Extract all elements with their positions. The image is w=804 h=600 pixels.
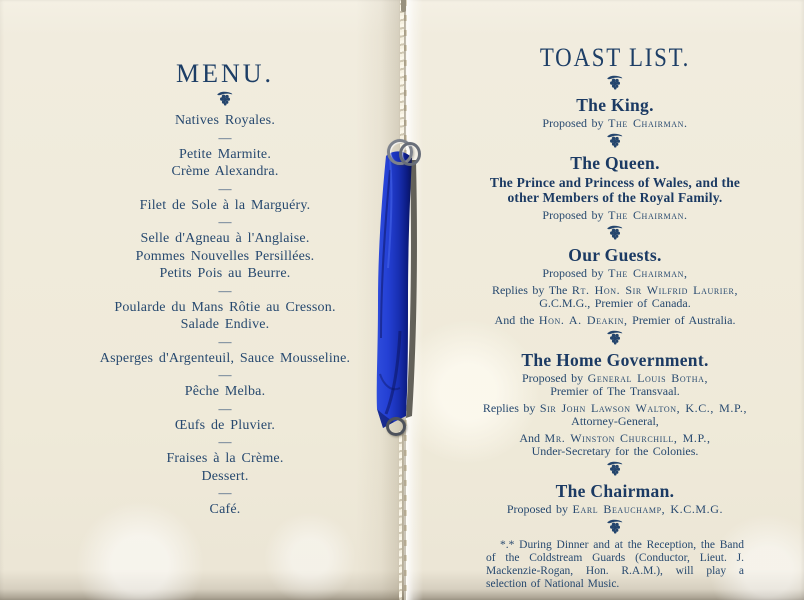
menu-dish: Poularde du Mans Rôtie au Cresson. [114,299,336,315]
toast-list-title: TOAST LIST. [539,43,691,72]
text-segment: The Chairman, [608,266,688,280]
binding-ring-icon [399,142,421,166]
text-segment: General Louis Botha, [587,371,709,385]
menu-divider: — [218,367,232,382]
text-segment: And the [494,313,539,327]
text-segment: Sir John Lawson Walton, K.C., M.P., [539,401,748,415]
text-segment: Earl Beauchamp, K.C.M.G. [572,502,724,516]
grape-fleuron-icon [435,132,795,148]
menu-dish: Fraises à la Crème. [166,451,284,466]
text-segment: G.C.M.G., Premier of Canada. [539,296,691,310]
toast-page [435,0,795,591]
toast-section-list [435,96,795,534]
toast-heading: The Chairman. [555,481,675,501]
menu-divider: — [218,180,232,196]
menu-divider: — [218,333,232,349]
binding-thread-bottom [399,431,402,600]
text-segment: Attorney-General, [571,414,659,428]
menu-dish: Dessert. [201,468,249,484]
menu-divider: — [218,214,232,229]
toast-section [435,351,795,458]
toast-heading: The Queen. [570,153,660,173]
text-segment: Replies by The [491,283,572,297]
text-segment: Replies by [482,401,540,415]
grape-fleuron-icon [45,90,405,106]
menu-dish: Asperges d'Argenteuil, Sauce Mousseline. [99,350,351,366]
toast-heading: The Home Government. [521,350,709,370]
binding-ring-icon [386,417,406,436]
grape-fleuron-icon [435,460,795,476]
asterism-mark: *.* [500,539,515,551]
text-segment: The Chairman. [608,116,688,130]
footnote-text: During Dinner and at the Reception, the Band of the Coldstream Guards (Conductor, Lieut. J. Mackenzie-Rogan, Hon. R.A.M.), will play a selection of National Music. [486,539,744,590]
toast-section [435,154,795,222]
menu-divider: — [218,282,232,298]
toast-line [435,385,795,398]
menu-dish: Filet de Sole à la Marguéry. [139,197,311,213]
menu-title: MENU. [175,59,275,88]
toast-line [435,297,795,310]
text-segment: And [519,431,545,445]
toast-subheading: other Members of the Royal Family. [507,190,723,205]
menu-dish: Pêche Melba. [184,384,266,399]
toast-subheading: The Prince and Princess of Wales, and the [489,175,741,190]
toast-heading: The King. [576,95,654,115]
text-segment: The Chairman. [608,208,688,222]
menu-divider: — [218,485,232,500]
text-segment: Proposed by [521,371,588,385]
band-footnote [486,539,744,591]
menu-divider: — [218,434,232,449]
text-segment: Premier of The Transvaal. [550,384,680,398]
toast-section [435,482,795,516]
text-segment: Proposed by [542,266,609,280]
text-segment: Under-Secretary for the Colonies. [531,444,699,458]
text-segment: Rt. Hon. Sir Wilfrid Laurier, [571,283,739,297]
toast-line [435,117,795,130]
menu-divider: — [218,400,232,416]
toast-heading: Our Guests. [568,245,662,265]
text-segment: Premier of Australia. [627,313,736,327]
blue-ribbon [350,126,440,446]
menu-dish: Café. [209,502,241,517]
text-segment: Proposed by [542,208,609,222]
text-segment: Hon. A. Deakin, [538,313,628,327]
fold-top-notch [401,0,406,12]
grape-fleuron-icon [435,518,795,534]
text-segment: Proposed by [506,502,573,516]
menu-dish: Natives Royales. [174,113,276,128]
menu-dish: Petite Marmite. [178,146,272,162]
menu-dish: Crème Alexandra. [171,164,279,179]
toast-line [435,267,795,280]
toast-line [435,415,795,428]
menu-dish: Salade Endive. [180,317,270,332]
grape-fleuron-icon [435,224,795,240]
toast-line [435,314,795,327]
menu-dish: Pommes Nouvelles Persillées. [135,248,315,264]
toast-line [435,503,795,516]
menu-divider: — [218,129,232,145]
toast-line [435,445,795,458]
menu-dish: Œufs de Pluvier. [174,417,276,433]
text-segment: Mr. Winston Churchill, M.P., [544,431,711,445]
grape-fleuron-icon [435,74,795,90]
toast-section [435,96,795,130]
text-segment: Proposed by [542,116,609,130]
toast-section [435,246,795,327]
menu-dish: Selle d'Agneau à l'Anglaise. [140,231,310,246]
toast-line [435,209,795,222]
menu-dish: Petits Pois au Beurre. [159,266,291,281]
grape-fleuron-icon [435,329,795,345]
